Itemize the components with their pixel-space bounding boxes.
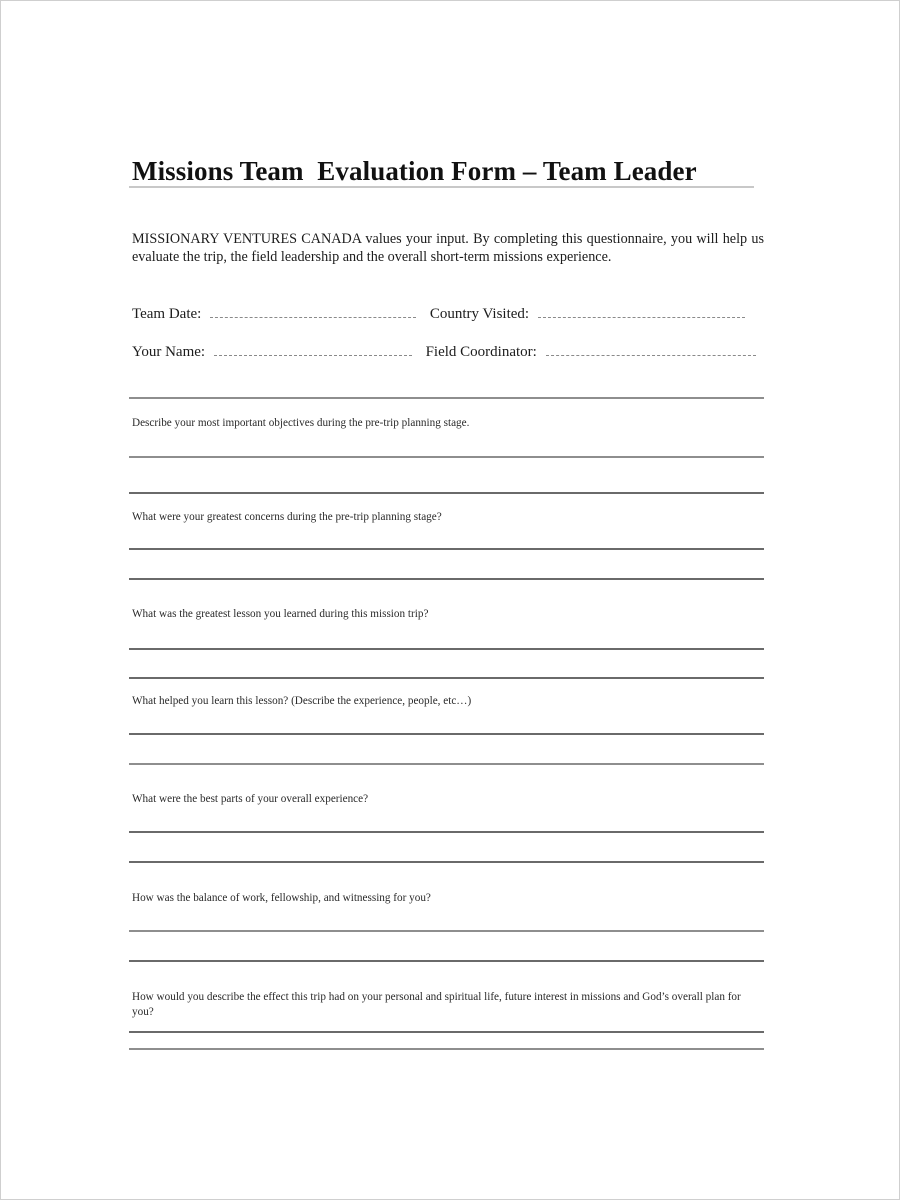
answer-line-3b[interactable] (129, 677, 764, 679)
answer-line-2a[interactable] (129, 548, 764, 550)
answer-line-6b[interactable] (129, 960, 764, 962)
question-1: Describe your most important objectives during the pre-trip planning stage. (132, 417, 470, 429)
title-underline (129, 186, 754, 188)
answer-line-5b[interactable] (129, 861, 764, 863)
answer-line-4b[interactable] (129, 763, 764, 765)
field-coordinator-field[interactable] (546, 343, 756, 356)
question-3: What was the greatest lesson you learned during this mission trip? (132, 608, 429, 620)
your-name-field[interactable] (214, 343, 412, 356)
field-coordinator-label: Field Coordinator: (425, 344, 537, 360)
your-name-label: Your Name: (132, 344, 206, 360)
question-7: How would you describe the effect this trip had on your personal and spiritual life, future interest in missions and God’s overall plan for you? (132, 991, 741, 1018)
answer-line-7a[interactable] (129, 1031, 764, 1033)
answer-line-2b[interactable] (129, 578, 764, 580)
question-4: What helped you learn this lesson? (Describe the experience, people, etc…) (132, 695, 472, 707)
team-date-field[interactable] (210, 305, 416, 318)
section-divider (129, 397, 764, 399)
question-5: What were the best parts of your overall experience? (132, 793, 369, 805)
field-row-2 (132, 343, 766, 361)
answer-line-1a[interactable] (129, 456, 764, 458)
intro-paragraph: MISSIONARY VENTURES CANADA values your input. By completing this questionnaire, you will help us evaluate the trip, the field leadership and the overall short-term missions experience. (132, 231, 764, 265)
team-date-label: Team Date: (132, 306, 202, 322)
answer-line-7b[interactable] (129, 1048, 764, 1050)
answer-line-4a[interactable] (129, 733, 764, 735)
country-visited-field[interactable] (538, 305, 745, 318)
form-title: Missions Team Evaluation Form – Team Leader (132, 156, 697, 186)
question-2: What were your greatest concerns during the pre-trip planning stage? (132, 511, 442, 523)
answer-line-1b[interactable] (129, 492, 764, 494)
answer-line-6a[interactable] (129, 930, 764, 932)
question-6: How was the balance of work, fellowship, and witnessing for you? (132, 892, 431, 904)
field-row-1 (132, 305, 755, 323)
country-visited-label: Country Visited: (429, 306, 530, 322)
answer-line-5a[interactable] (129, 831, 764, 833)
answer-line-3a[interactable] (129, 648, 764, 650)
